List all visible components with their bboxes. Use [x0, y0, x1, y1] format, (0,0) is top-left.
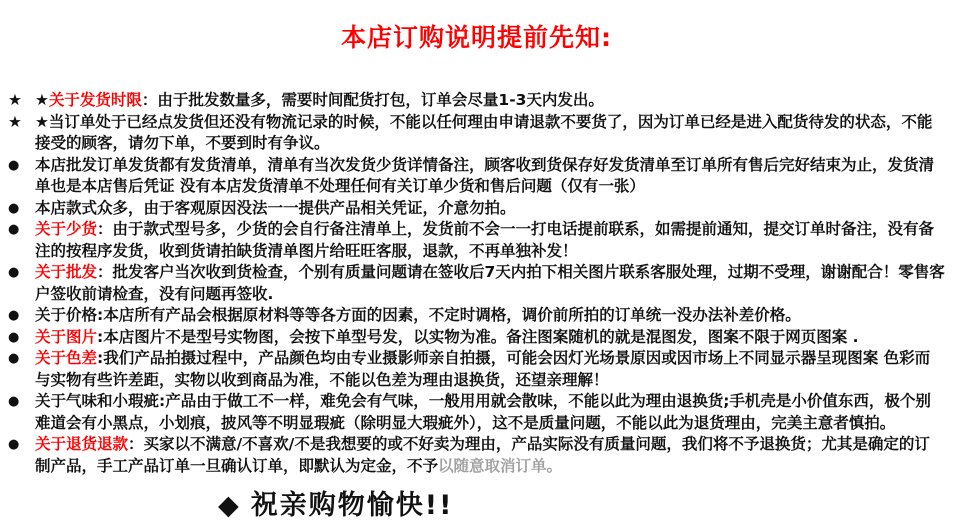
notice-item-many-styles — [8, 198, 945, 220]
notice-item-returns — [8, 434, 945, 477]
bullet-icon: ● — [8, 157, 20, 173]
notice-label: 关于少货 — [35, 220, 98, 238]
notice-text — [35, 327, 945, 349]
bullet-icon: ● — [8, 437, 20, 452]
page-title: 本店订购说明提前先知: — [341, 23, 612, 52]
notice-label: 关于发货时限 — [48, 91, 142, 109]
notice-text — [35, 198, 945, 220]
notice-text — [35, 391, 945, 434]
notice-body-text: 当订单处于已经点发货但还没有物流记录的时候，不能以任何理由申请退款不要货了，因为订单已经是进入配货待发的状态，不能接受的顾客，请勿下单，不要到时有争议。 — [35, 112, 933, 152]
bullet-icon: ● — [8, 394, 20, 409]
notice-body-text: 关于价格:本店所有产品会根据原材料等等各方面的因素，不定时调格，调价前所拍的订单统一没办法补差价格。 — [35, 306, 801, 324]
notice-item-shortage — [8, 219, 945, 262]
star-icon: ★ — [8, 91, 22, 109]
footer-text: 祝亲购物愉快!! — [250, 490, 454, 521]
notice-body-text: 本店批发订单发货都有发货清单，清单有当次发货少货详情备注，顾客收到货保存好发货清单至订单所有售后完好结束为止，发货清单也是本店售后凭证 没有本店发货清单不处理任何有关订单少货和售后问题（仅有一张） — [35, 155, 935, 195]
notice-text — [35, 219, 945, 262]
star-icon: ★ — [8, 112, 22, 131]
notice-body-text: ：由于批发数量多，需要时间配货打包，订单会尽量1-3天内发出。 — [141, 91, 604, 109]
notice-label: 关于批发 — [35, 263, 98, 281]
notice-item-no-refund-after-ship — [8, 112, 945, 155]
diamond-icon: ◆ — [218, 490, 241, 521]
notice-body-text: :本店图片不是型号实物图，会按下单型号发，以实物为准。备注图案随机的就是混图发，图案不限于网页图案 . — [97, 327, 859, 346]
bullet-icon: ● — [8, 329, 20, 345]
notice-body-text: :我们产品拍摄过程中，产品颜色均由专业摄影师亲自拍摄，可能会因灯光场景原因或因市场上不同显示器呈现图案 色彩而与实物有些许差距，实物以收到商品为准，不能以色差为理由退换货，还望亲理解！ — [35, 349, 931, 389]
notice-text — [35, 434, 945, 477]
bullet-icon: ● — [8, 308, 20, 323]
notice-item-price — [8, 305, 945, 327]
star-prefix-icon: ★ — [35, 91, 49, 109]
notice-list — [0, 90, 953, 477]
bullet-icon: ● — [8, 351, 20, 366]
notice-body-text: 本店款式众多，由于客观原因没法一一提供产品相关凭证，介意勿拍。 — [35, 198, 516, 217]
bullet-icon: ● — [8, 200, 20, 216]
notice-faded-text: 以随意取消订单。 — [438, 456, 563, 475]
notice-text — [35, 155, 945, 198]
notice-item-shipping-list — [8, 155, 945, 198]
notice-label: 关于色差 — [35, 349, 98, 367]
notice-item-wholesale — [8, 262, 945, 305]
footer-wish — [218, 483, 953, 522]
notice-item-odor-flaws — [8, 391, 945, 434]
notice-body-text: ：由于款式型号多，少货的会自行备注清单上，发货前不会一一打电话提前联系，如需提前通知，提交订单时备注，没有备注的按程序发货，收到货请拍缺货清单图片给旺旺客服，退款，不再单独补发！ — [35, 220, 935, 260]
notice-body-text: ：批发客户当次收到货检查，个别有质量问题请在签收后7天内拍下相关图片联系客服处理，过期不受理，谢谢配合！零售客户签收前请检查，没有问题再签收. — [35, 263, 945, 303]
notice-item-pictures — [8, 327, 945, 349]
notice-label: 关于图片 — [35, 327, 98, 346]
notice-body-text: ：买家以不满意/不喜欢/不是我想要的或不好卖为理由，产品实际没有质量问题，我们将不予退换货；尤其是确定的订制产品，手工产品订单一旦确认订单，即默认为定金，不予 — [35, 435, 930, 475]
notice-label: 关于退货退款 — [35, 435, 129, 453]
notice-text — [35, 112, 945, 155]
bullet-icon: ● — [8, 222, 20, 237]
notice-item-shipping-time — [8, 90, 945, 112]
notice-text — [35, 262, 945, 305]
notice-body-text: 关于气味和小瑕疵:产品由于做工不一样，难免会有气味，一般用用就会散味，不能以此为理由退换货;手机壳是小价值东西，极个别难道会有小黑点，小划痕，披风等不明显瑕疵（除明显大瑕疵外），这不是质量问题，不能以此为退货理由，完美主意者慎拍。 — [35, 392, 931, 432]
notice-item-color-difference — [8, 348, 945, 391]
bullet-icon: ● — [8, 265, 20, 280]
notice-text — [35, 348, 945, 391]
notice-text — [35, 305, 945, 327]
notice-text — [35, 90, 945, 112]
star-prefix-icon: ★ — [35, 112, 49, 131]
